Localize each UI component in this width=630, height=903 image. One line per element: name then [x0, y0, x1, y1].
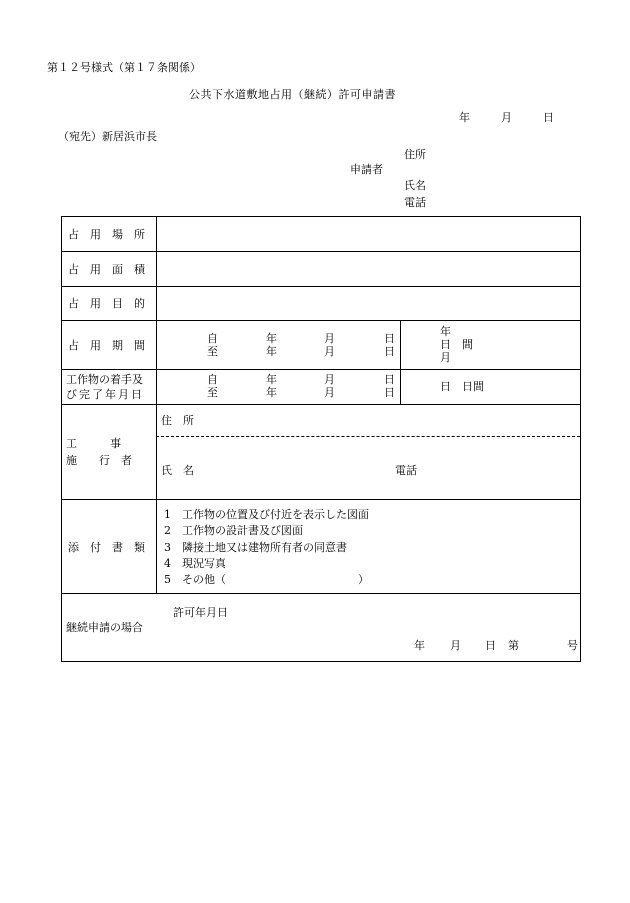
period-from-day: 日 — [384, 332, 395, 345]
contractor-dashed-divider — [156, 436, 580, 437]
period-duration-month: 月 — [440, 351, 451, 364]
applicant-name-label: 氏名 — [404, 179, 426, 192]
construction-from: 自 — [207, 373, 218, 386]
renewal-month: 月 — [450, 639, 461, 652]
contractor-label-line1: 工 事 — [66, 437, 121, 450]
row-divider — [62, 593, 580, 594]
row-divider — [62, 499, 580, 500]
label-column-divider — [156, 217, 157, 593]
period-from: 自 — [207, 332, 218, 345]
attachment-item: 2 工作物の設計書及び図面 — [164, 524, 303, 537]
header-date-year: 年 — [459, 111, 470, 124]
renewal-day: 日 — [485, 639, 496, 652]
page-title: 公共下水道敷地占用（継続）許可申請書 — [189, 88, 396, 101]
purpose-label: 占 用 目 的 — [68, 297, 145, 310]
addressee: （宛先）新居浜市長 — [58, 130, 157, 143]
contractor-label-line2: 施 行 者 — [66, 454, 132, 467]
construction-label-line1: 工作物の着手及 — [66, 373, 143, 386]
duration-column-divider — [400, 320, 401, 404]
applicant-phone-label: 電話 — [404, 196, 426, 209]
construction-label-line2: び完了年月日 — [66, 388, 144, 401]
row-divider — [62, 369, 580, 370]
contractor-phone-label: 電話 — [395, 464, 417, 477]
header-date-month: 月 — [501, 111, 512, 124]
construction-from-year: 年 — [266, 373, 277, 386]
contractor-address-label: 住 所 — [161, 414, 194, 427]
attachment-item: 5 その他（ ） — [164, 573, 369, 586]
renewal-number-suffix: 号 — [567, 639, 578, 652]
period-to: 至 — [207, 345, 218, 358]
period-to-day: 日 — [384, 345, 395, 358]
row-divider — [62, 404, 580, 405]
area-label: 占 用 面 積 — [68, 263, 145, 276]
row-divider — [62, 320, 580, 321]
renewal-permit-date-label: 許可年月日 — [173, 606, 228, 619]
applicant-address-label: 住所 — [404, 148, 426, 161]
application-form-table — [61, 216, 581, 662]
renewal-number-prefix: 第 — [508, 639, 519, 652]
construction-to-year: 年 — [266, 386, 277, 399]
attachment-item: 1 工作物の位置及び付近を表示した図面 — [164, 508, 369, 521]
period-duration-days: 日 間 — [440, 338, 473, 351]
contractor-name-label: 氏 名 — [161, 464, 194, 477]
attachment-item: 4 現況写真 — [164, 557, 226, 570]
row-divider — [62, 286, 580, 287]
attachments-label: 添 付 書 類 — [68, 541, 145, 554]
location-label: 占 用 場 所 — [68, 228, 145, 241]
renewal-year: 年 — [414, 639, 425, 652]
period-from-month: 月 — [324, 332, 335, 345]
period-to-month: 月 — [324, 345, 335, 358]
renewal-label: 継続申請の場合 — [66, 621, 143, 634]
row-divider — [62, 251, 580, 252]
construction-to-month: 月 — [324, 386, 335, 399]
period-label: 占 用 期 間 — [68, 339, 145, 352]
applicant-role: 申請者 — [350, 163, 383, 176]
form-number: 第１２号様式（第１７条関係） — [47, 61, 201, 74]
attachment-item: 3 隣接土地又は建物所有者の同意書 — [164, 541, 347, 554]
construction-to-day: 日 — [384, 386, 395, 399]
construction-from-day: 日 — [384, 373, 395, 386]
period-duration-year: 年 — [440, 325, 451, 338]
header-date-day: 日 — [543, 111, 554, 124]
construction-from-month: 月 — [324, 373, 335, 386]
construction-to: 至 — [207, 386, 218, 399]
construction-duration: 日 日間 — [440, 380, 484, 393]
period-to-year: 年 — [266, 345, 277, 358]
period-from-year: 年 — [266, 332, 277, 345]
